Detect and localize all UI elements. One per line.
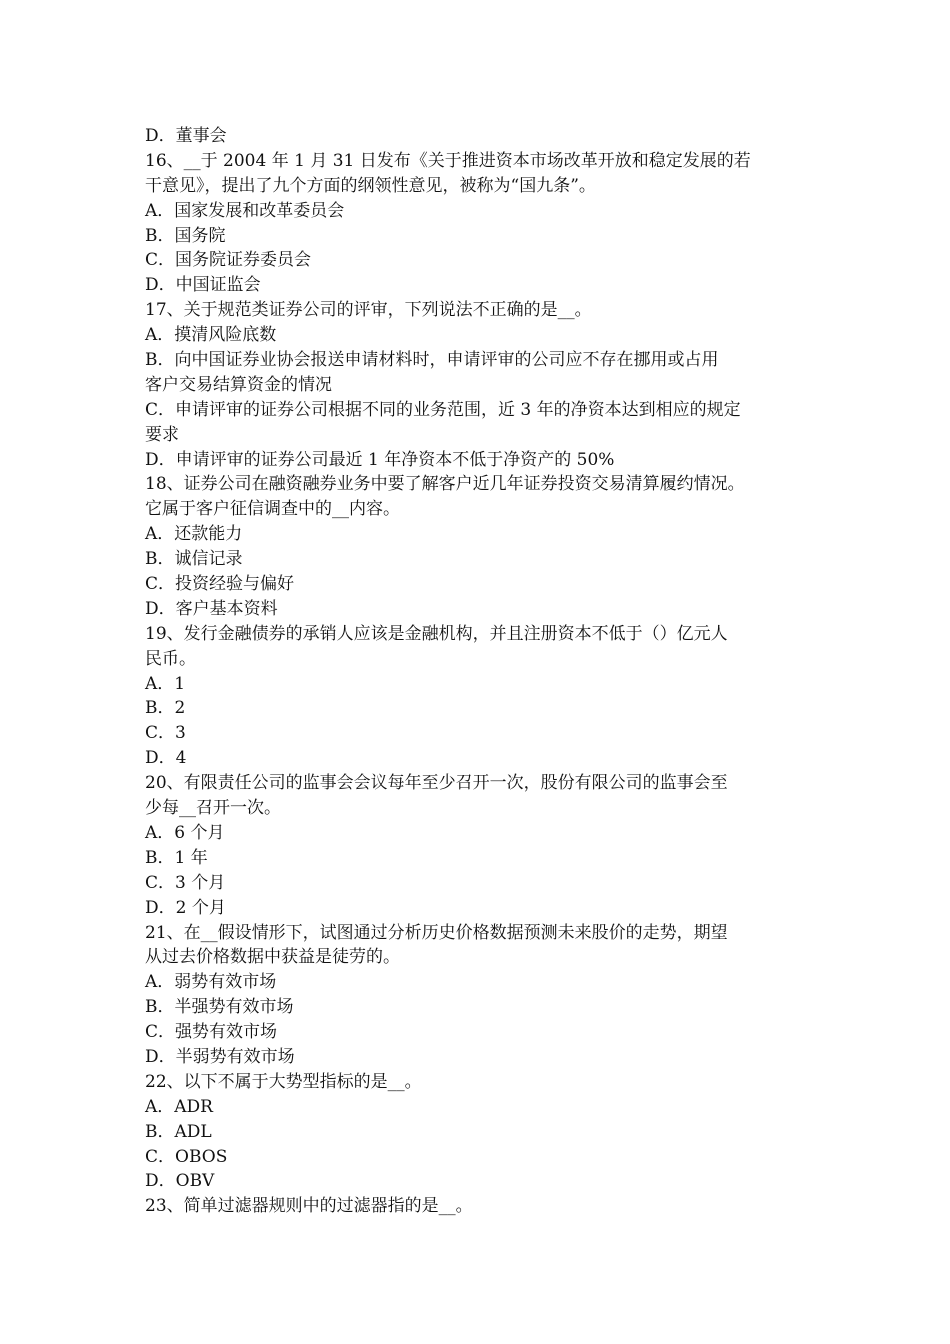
text-line: A．ADR [145,1096,213,1117]
text-line: D．半弱势有效市场 [145,1046,295,1067]
text-line: B．国务院 [145,225,226,246]
text-line: 19、发行金融债券的承销人应该是金融机构，并且注册资本不低于（）亿元人 [145,623,728,644]
text-line: C．申请评审的证券公司根据不同的业务范围，近 3 年的净资本达到相应的规定 [145,399,741,420]
text-line: A．还款能力 [145,524,243,545]
text-line: D．2 个月 [145,897,226,918]
text-line: C．3 个月 [145,872,226,893]
text-line: 23、简单过滤器规则中的过滤器指的是__。 [145,1196,473,1217]
text-line: B．2 [145,698,186,719]
text-line: B．诚信记录 [145,549,243,570]
text-line: 21、在__假设情形下，试图通过分析历史价格数据预测未来股价的走势，期望 [145,922,728,943]
text-line: B．ADL [145,1121,212,1142]
text-line: B．半强势有效市场 [145,997,294,1018]
text-line: 少每__召开一次。 [145,798,281,819]
text-line: A．弱势有效市场 [145,972,277,993]
document-body [145,124,817,1219]
text-line: A．1 [145,673,186,694]
text-line: D．4 [145,748,187,769]
text-line: B．向中国证券业协会报送申请材料时，申请评审的公司应不存在挪用或占用 [145,350,719,371]
text-line: 16、__于 2004 年 1 月 31 日发布《关于推进资本市场改革开放和稳定发展的若 [145,150,751,171]
text-line: D．董事会 [145,126,227,146]
text-line: C．OBOS [145,1146,228,1167]
text-line: 22、以下不属于大势型指标的是__。 [145,1071,422,1092]
text-line: A．国家发展和改革委员会 [145,200,345,221]
text-line: B．1 年 [145,847,208,868]
text-line: 客户交易结算资金的情况 [145,374,332,395]
text-line: 18、证券公司在融资融券业务中要了解客户近几年证券投资交易清算履约情况。 [145,474,745,495]
text-line: 民币。 [145,648,196,669]
text-line: 20、有限责任公司的监事会会议每年至少召开一次，股份有限公司的监事会至 [145,773,728,794]
text-line: C．国务院证券委员会 [145,250,312,271]
text-line: C．投资经验与偏好 [145,574,295,595]
text-line: C．3 [145,723,186,744]
text-line: D．申请评审的证券公司最近 1 年净资本不低于净资产的 50% [145,449,615,470]
text-line: 从过去价格数据中获益是徒劳的。 [145,947,400,968]
text-line: 要求 [145,424,179,445]
text-line: 17、关于规范类证券公司的评审，下列说法不正确的是__。 [145,300,592,321]
text-line: A．摸清风险底数 [145,325,277,346]
text-line: A．6 个月 [145,822,225,843]
text-line: 干意见》，提出了九个方面的纲领性意见，被称为“国九条”。 [145,175,596,196]
text-line: D．客户基本资料 [145,598,278,619]
text-line: D．OBV [145,1171,215,1192]
text-line: C．强势有效市场 [145,1022,278,1043]
text-line: D．中国证监会 [145,275,261,296]
text-line: 它属于客户征信调查中的__内容。 [145,499,400,520]
